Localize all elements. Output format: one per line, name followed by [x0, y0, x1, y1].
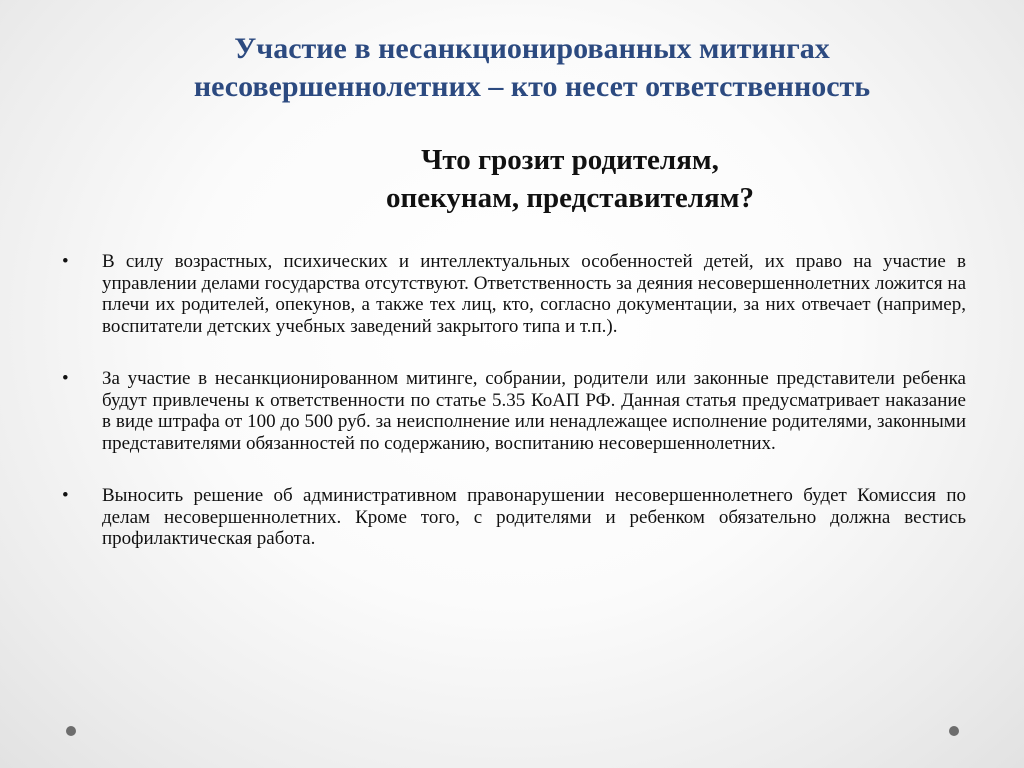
- slide-subtitle: [160, 141, 980, 217]
- slide-subtitle-line-1: Что грозит родителям,: [421, 144, 719, 176]
- bullet-item-2: [60, 368, 966, 454]
- bullet-item-3: [60, 485, 966, 550]
- slide-title: [60, 30, 1004, 106]
- bullet-marker: •: [62, 368, 69, 389]
- bullet-marker: •: [62, 485, 69, 506]
- corner-decoration-dot-right: [949, 726, 959, 736]
- bullet-text-1: В силу возрастных, психических и интеллектуальных особенностей детей, их право на участие в управлении делами государства отсутствуют. Ответственность за деяния несовершеннолетних ложится на плечи их родителей, опекунов, а также тех лиц, кто, согласно документации, за них отвечает (например, воспитатели детских учебных заведений закрытого типа и т.п.).: [102, 251, 966, 337]
- slide-subtitle-line-2: опекунам, представителям?: [385, 182, 754, 214]
- bullet-list: [60, 251, 966, 581]
- slide-title-line-1: Участие в несанкционированных митингах: [234, 32, 830, 65]
- bullet-text-3: Выносить решение об административном правонарушении несовершеннолетнего будет Комиссия по делам несовершеннолетних. Кроме того, с родителями и ребенком обязательно должна вестись профилактическая работа.: [102, 485, 966, 549]
- bullet-text-2: За участие в несанкционированном митинге, собрании, родители или законные представители ребенка будут привлечены к ответственности по статье 5.35 КоАП РФ. Данная статья предусматривает наказание в виде штрафа от 100 до 500 руб. за неисполнение или ненадлежащее исполнение родителями, законными представителями обязанностей по содержанию, воспитанию несовершеннолетних.: [102, 368, 966, 454]
- slide-title-line-2: несовершеннолетних – кто несет ответственность: [193, 70, 871, 103]
- corner-decoration-dot-left: [66, 726, 76, 736]
- bullet-item-1: [60, 251, 966, 337]
- bullet-marker: •: [62, 251, 69, 272]
